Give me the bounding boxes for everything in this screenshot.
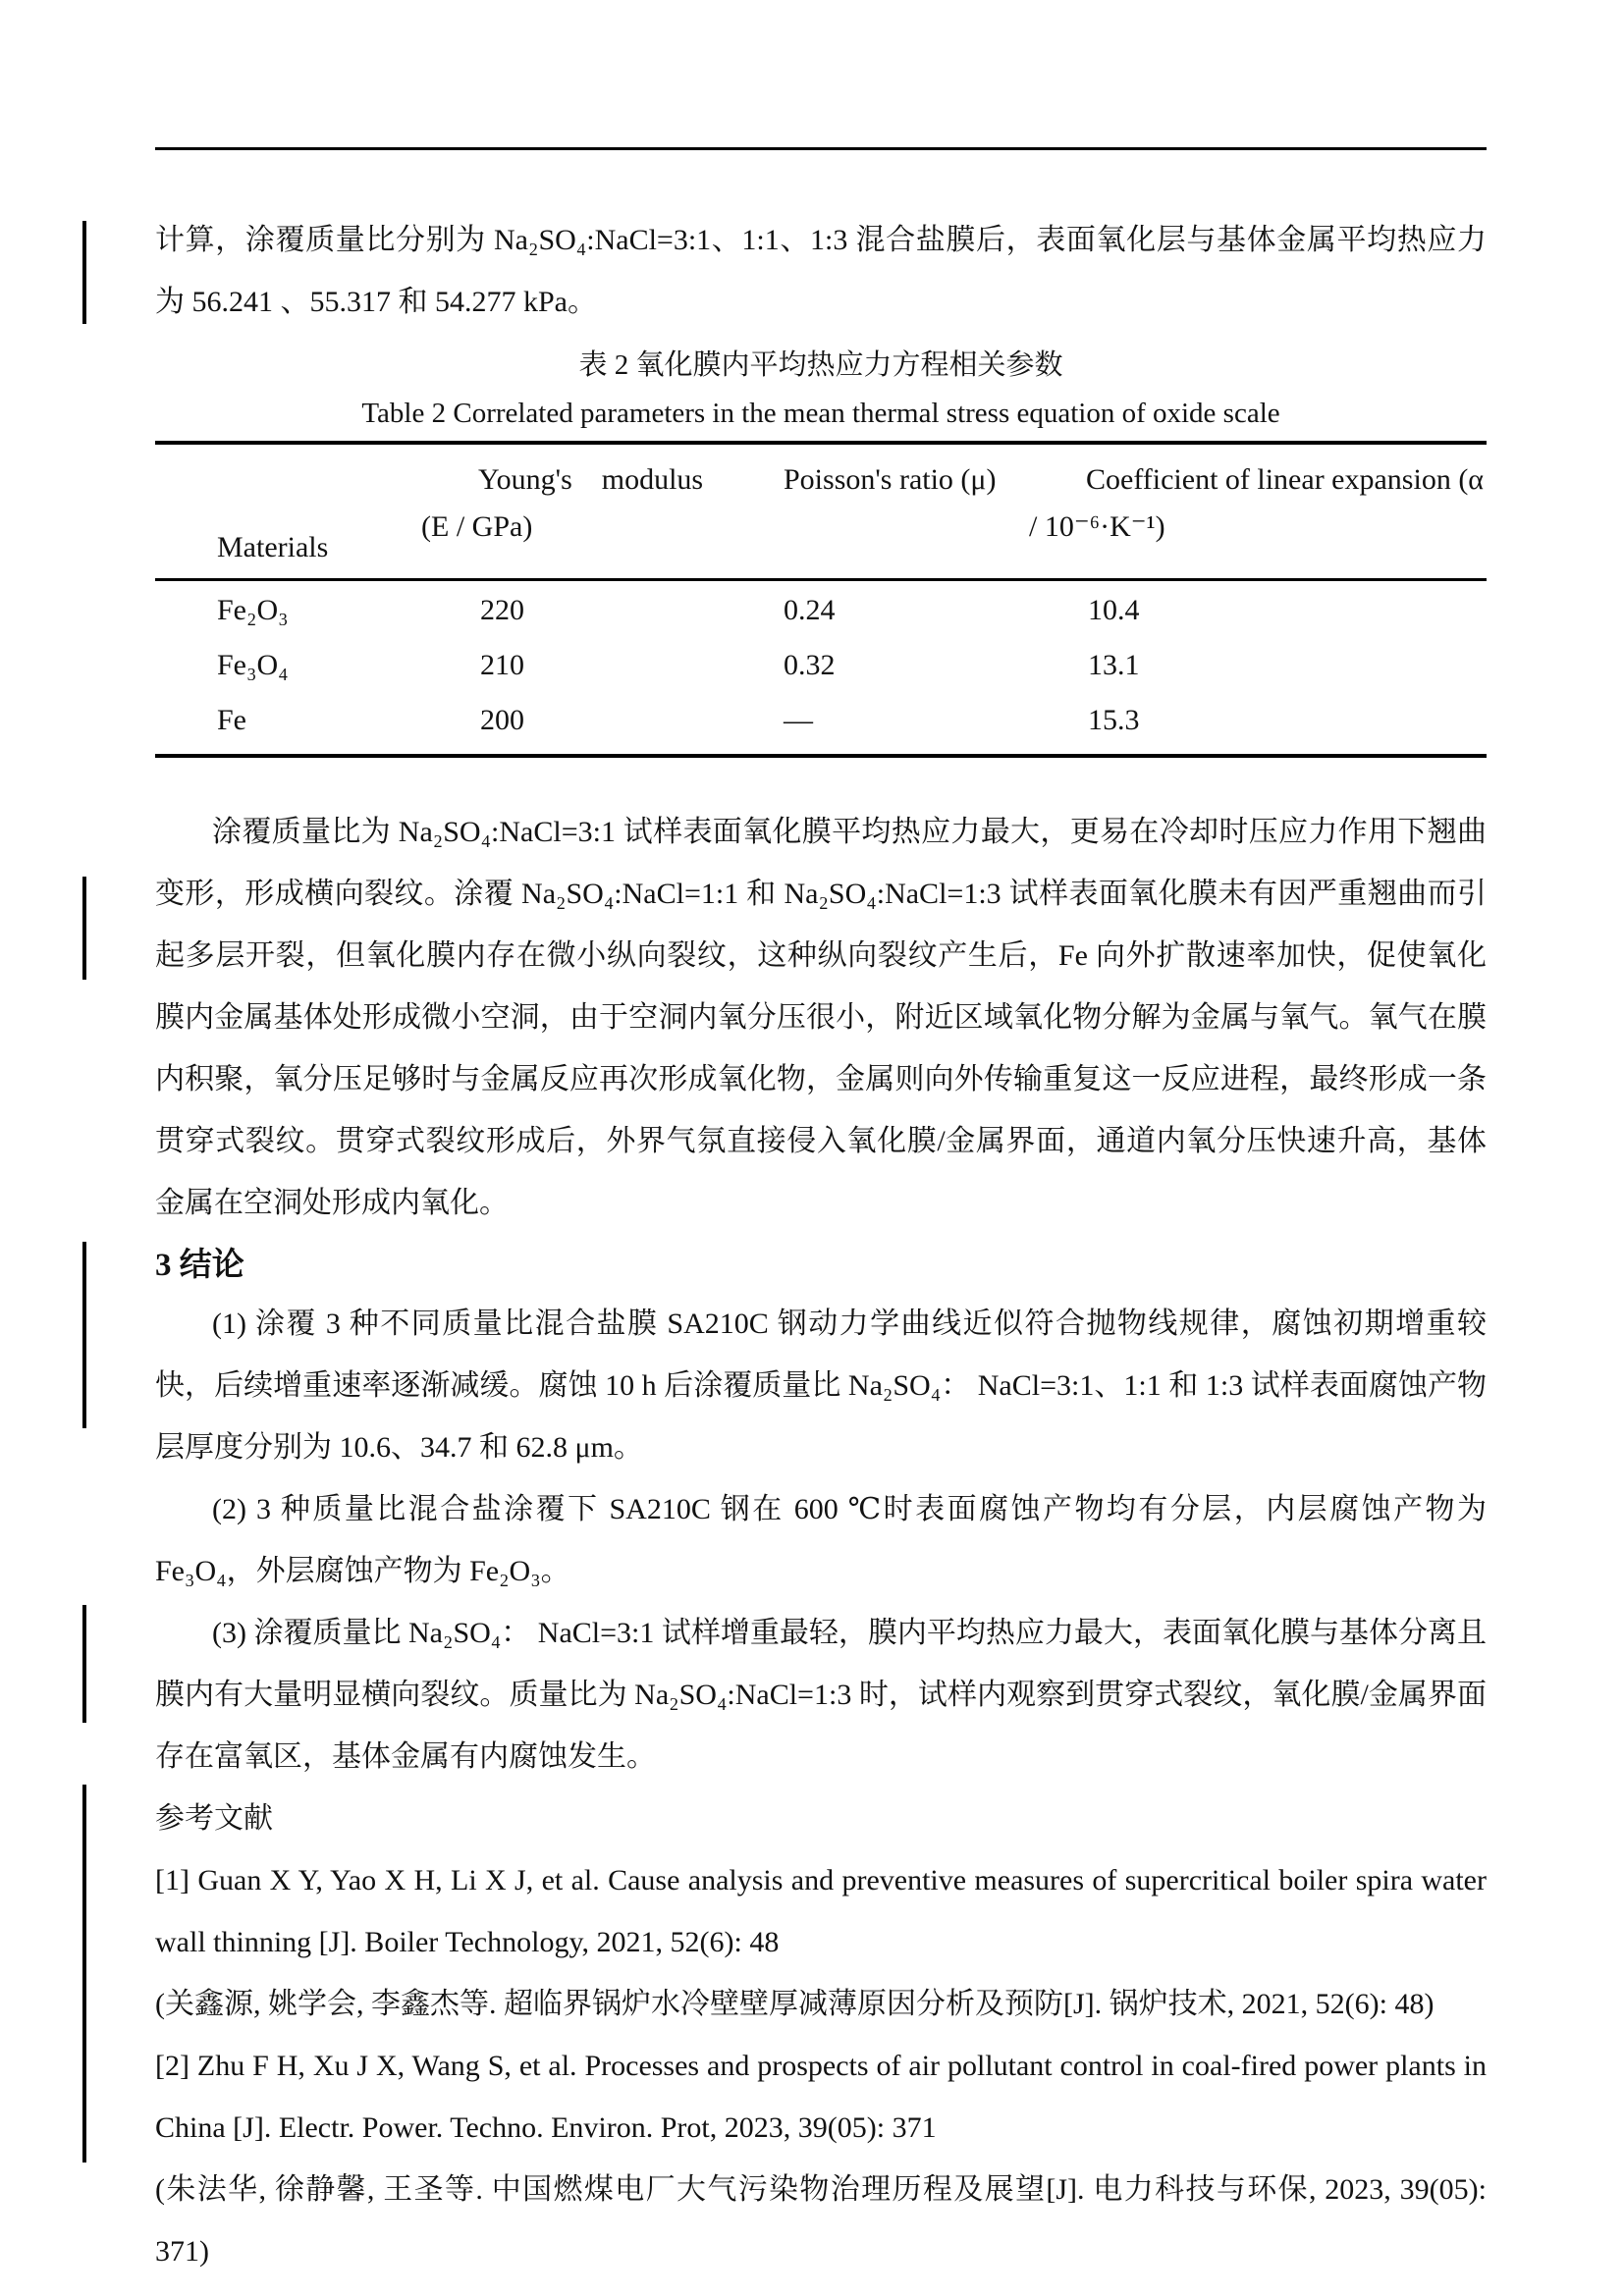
revision-bar bbox=[82, 1242, 86, 1428]
table-row bbox=[155, 583, 1487, 638]
cell-expansion-coefficient: 13.1 bbox=[1088, 649, 1140, 681]
reference-entry-1-en: [1] Guan X Y, Yao X H, Li X J, et al. Cause analysis and preventive measures of supercritical boiler spira water wall thinning [J]. Boiler Technology, 2021, 52(6): 48 bbox=[155, 1864, 1487, 1958]
col-header-youngs-modulus bbox=[421, 456, 703, 551]
cell-poisson-ratio: 0.24 bbox=[784, 594, 836, 626]
conclusion-section-heading: 3 结论 bbox=[155, 1248, 244, 1283]
conclusion-item-2: (2) 3 种质量比混合盐涂覆下 SA210C 钢在 600 ℃时表面腐蚀产物均有分层，内层腐蚀产物为 Fe₃O₄，外层腐蚀产物为 Fe₂O₃。 bbox=[155, 1493, 1487, 1587]
cell-expansion-coefficient: 10.4 bbox=[1088, 594, 1140, 626]
col-header-expansion-line1: Coefficient of linear expansion (α bbox=[1086, 463, 1485, 496]
col-header-poisson-ratio: Poisson's ratio (μ) bbox=[784, 463, 997, 496]
cell-material: Fe₃O₄ bbox=[217, 649, 289, 681]
reference-entry-1-zh: (关鑫源, 姚学会, 李鑫杰等. 超临界锅炉水冷壁壁厚减薄原因分析及预防[J]. 锅炉技术, 2021, 52(6): 48) bbox=[155, 1988, 1435, 2020]
table-body bbox=[155, 581, 1487, 754]
table-caption-zh: 表 2 氧化膜内平均热应力方程相关参数 bbox=[578, 349, 1063, 381]
reference-entry-2-en: [2] Zhu F H, Xu J X, Wang S, et al. Processes and prospects of air pollutant control in coal-fired power plants in China [J]. Electr. Power. Techno. Environ. Prot, 2023, 39(05): 371 bbox=[155, 2050, 1487, 2144]
header-rule bbox=[155, 147, 1487, 150]
revision-bar bbox=[82, 1785, 86, 2163]
cell-material: Fe₂O₃ bbox=[217, 594, 289, 626]
col-header-youngs-line1: Young's modulus bbox=[478, 463, 704, 496]
revision-bar bbox=[82, 221, 86, 324]
conclusion-item-1: (1) 涂覆 3 种不同质量比混合盐膜 SA210C 钢动力学曲线近似符合抛物线规律，腐蚀初期增重较快，后续增重速率逐渐减缓。腐蚀 10 h 后涂覆质量比 Na₂SO₄： NaCl=3:1、1:1 和 1:3 试样表面腐蚀产物层厚度分别为 10.6、34.7 和 62.8 μm。 bbox=[155, 1308, 1487, 1464]
col-header-materials: Materials bbox=[217, 531, 329, 563]
cell-youngs-modulus: 220 bbox=[480, 594, 524, 626]
table-caption-en: Table 2 Correlated parameters in the mean thermal stress equation of oxide scale bbox=[361, 398, 1280, 429]
col-header-expansion-line2: / 10⁻⁶·K⁻¹) bbox=[1029, 510, 1165, 543]
reference-entry-2-zh: (朱法华, 徐静馨, 王圣等. 中国燃煤电厂大气污染物治理历程及展望[J]. 电力科技与环保, 2023, 39(05): 371) bbox=[155, 2173, 1487, 2268]
intro-paragraph: 计算，涂覆质量比分别为 Na₂SO₄:NaCl=3:1、1:1、1:3 混合盐膜后，表面氧化层与基体金属平均热应力为 56.241 、55.317 和 54.277 kPa。 bbox=[155, 224, 1487, 318]
references-heading: 参考文献 bbox=[155, 1802, 273, 1835]
cell-youngs-modulus: 210 bbox=[480, 649, 524, 681]
table-row bbox=[155, 638, 1487, 693]
table-header-row bbox=[155, 445, 1487, 581]
revision-bar bbox=[82, 877, 86, 980]
cell-poisson-ratio: 0.32 bbox=[784, 649, 836, 681]
cell-expansion-coefficient: 15.3 bbox=[1088, 704, 1140, 736]
col-header-expansion-coefficient bbox=[1029, 456, 1484, 551]
cell-youngs-modulus: 200 bbox=[480, 704, 524, 736]
discussion-paragraph: 涂覆质量比为 Na₂SO₄:NaCl=3:1 试样表面氧化膜平均热应力最大，更易在冷却时压应力作用下翘曲变形，形成横向裂纹。涂覆 Na₂SO₄:NaCl=1:1 和 Na₂SO₄:NaCl=1:3 试样表面氧化膜未有因严重翘曲而引起多层开裂，但氧化膜内存在微小纵向裂纹，这种纵向裂纹产生后，Fe 向外扩散速率加快，促使氧化膜内金属基体处形成微小空洞，由于空洞内氧分压很小，附近区域氧化物分解为金属与氧气。氧气在膜内积聚，氧分压足够时与金属反应再次形成氧化物，金属则向外传输重复这一反应进程，最终形成一条贯穿式裂纹。贯穿式裂纹形成后，外界气氛直接侵入氧化膜/金属界面，通道内氧分压快速升高，基体金属在空洞处形成内氧化。 bbox=[155, 816, 1487, 1219]
cell-poisson-ratio: — bbox=[784, 704, 813, 736]
table-row bbox=[155, 693, 1487, 748]
parameters-table bbox=[155, 441, 1487, 758]
conclusion-item-3: (3) 涂覆质量比 Na₂SO₄： NaCl=3:1 试样增重最轻，膜内平均热应力最大，表面氧化膜与基体分离且膜内有大量明显横向裂纹。质量比为 Na₂SO₄:NaCl=1:3 时，试样内观察到贯穿式裂纹，氧化膜/金属界面存在富氧区，基体金属有内腐蚀发生。 bbox=[155, 1617, 1487, 1773]
revision-bar bbox=[82, 1605, 86, 1723]
col-header-youngs-line2: (E / GPa) bbox=[421, 510, 533, 543]
cell-material: Fe bbox=[217, 704, 246, 736]
page-content bbox=[155, 147, 1487, 2282]
